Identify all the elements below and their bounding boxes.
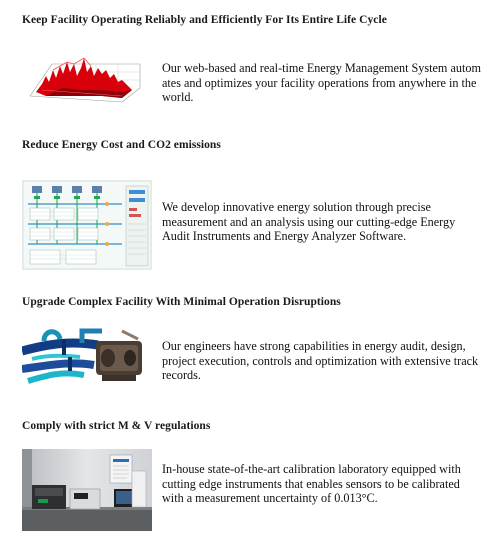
section-heading: Comply with strict M & V regulations [22,420,211,432]
system-schematic-image [22,180,152,270]
section-description: Our web-based and real-time Energy Management System autom ates and optimizes your facility operations from anywhere in the world. [162,61,481,105]
section-heading: Keep Facility Operating Reliably and Efficiently For Its Entire Life Cycle [22,14,387,26]
section-description: We develop innovative energy solution through precise measurement and an analysis using our cutting-edge Energy Audit Instruments and Energy Analyzer Software. [162,200,456,244]
3d-surface-chart-image [22,46,152,106]
section-heading: Reduce Energy Cost and CO2 emissions [22,139,221,151]
calibration-lab-photo [22,449,152,531]
section-description: Our engineers have strong capabilities in energy audit, design, project execution, controls and optimization with extensive track records. [162,339,479,383]
piping-3d-model-image [22,325,152,397]
section-heading: Upgrade Complex Facility With Minimal Operation Disruptions [22,296,341,308]
section-description: In-house state-of-the-art calibration laboratory equipped with cutting edge instruments that enables sensors to be calibrated with a measurement uncertainty of 0.013°C. [162,462,461,506]
